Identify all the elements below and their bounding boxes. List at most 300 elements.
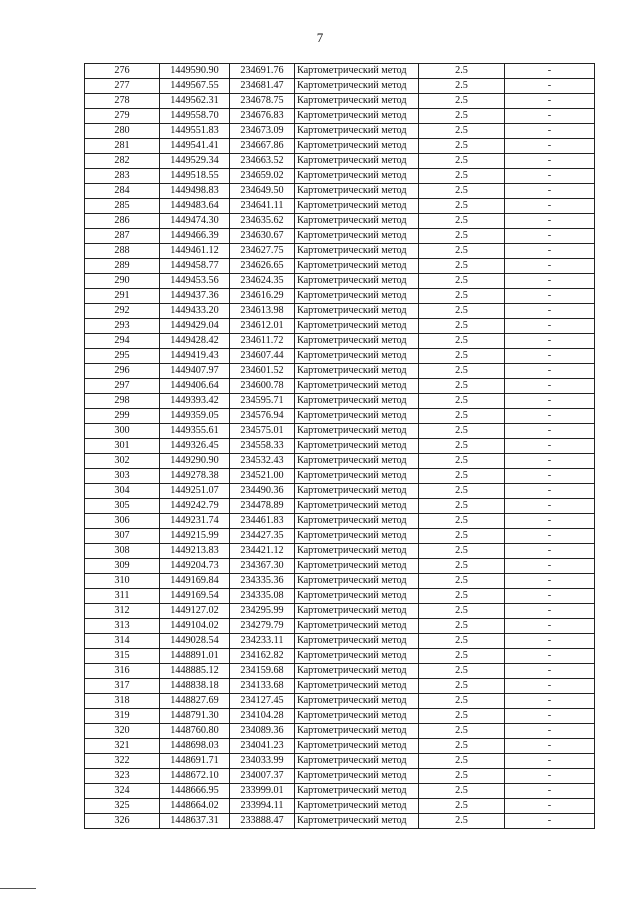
point-number-cell: 281: [85, 139, 160, 154]
x-coordinate-cell: 1449461.12: [160, 244, 230, 259]
y-coordinate-cell: 234601.52: [230, 364, 295, 379]
point-number-cell: 296: [85, 364, 160, 379]
y-coordinate-cell: 234279.79: [230, 619, 295, 634]
y-coordinate-cell: 234162.82: [230, 649, 295, 664]
x-coordinate-cell: 1449529.34: [160, 154, 230, 169]
note-cell: -: [505, 349, 595, 364]
table-row: [85, 394, 595, 409]
note-cell: -: [505, 109, 595, 124]
x-coordinate-cell: 1449407.97: [160, 364, 230, 379]
table-row: [85, 64, 595, 79]
y-coordinate-cell: 234663.52: [230, 154, 295, 169]
x-coordinate-cell: 1449429.04: [160, 319, 230, 334]
y-coordinate-cell: 234233.11: [230, 634, 295, 649]
x-coordinate-cell: 1449541.41: [160, 139, 230, 154]
note-cell: -: [505, 724, 595, 739]
method-cell: Картометрический метод: [295, 169, 419, 184]
table-row: [85, 739, 595, 754]
mean-square-error-cell: 2.5: [419, 514, 505, 529]
point-number-cell: 290: [85, 274, 160, 289]
mean-square-error-cell: 2.5: [419, 154, 505, 169]
point-number-cell: 295: [85, 349, 160, 364]
note-cell: -: [505, 574, 595, 589]
note-cell: -: [505, 754, 595, 769]
y-coordinate-cell: 234532.43: [230, 454, 295, 469]
y-coordinate-cell: 234335.08: [230, 589, 295, 604]
table-row: [85, 409, 595, 424]
note-cell: -: [505, 469, 595, 484]
mean-square-error-cell: 2.5: [419, 724, 505, 739]
mean-square-error-cell: 2.5: [419, 589, 505, 604]
table-row: [85, 259, 595, 274]
method-cell: Картометрический метод: [295, 229, 419, 244]
method-cell: Картометрический метод: [295, 109, 419, 124]
method-cell: Картометрический метод: [295, 724, 419, 739]
method-cell: Картометрический метод: [295, 814, 419, 829]
note-cell: -: [505, 559, 595, 574]
method-cell: Картометрический метод: [295, 544, 419, 559]
note-cell: -: [505, 739, 595, 754]
y-coordinate-cell: 234624.35: [230, 274, 295, 289]
mean-square-error-cell: 2.5: [419, 439, 505, 454]
method-cell: Картометрический метод: [295, 769, 419, 784]
method-cell: Картометрический метод: [295, 424, 419, 439]
point-number-cell: 314: [85, 634, 160, 649]
method-cell: Картометрический метод: [295, 274, 419, 289]
point-number-cell: 321: [85, 739, 160, 754]
y-coordinate-cell: 234667.86: [230, 139, 295, 154]
x-coordinate-cell: 1448672.10: [160, 769, 230, 784]
y-coordinate-cell: 234626.65: [230, 259, 295, 274]
table-row: [85, 709, 595, 724]
note-cell: -: [505, 289, 595, 304]
y-coordinate-cell: 234575.01: [230, 424, 295, 439]
method-cell: Картометрический метод: [295, 289, 419, 304]
method-cell: Картометрический метод: [295, 604, 419, 619]
table-row: [85, 94, 595, 109]
y-coordinate-cell: 234600.78: [230, 379, 295, 394]
table-row: [85, 349, 595, 364]
mean-square-error-cell: 2.5: [419, 109, 505, 124]
y-coordinate-cell: 234521.00: [230, 469, 295, 484]
mean-square-error-cell: 2.5: [419, 469, 505, 484]
method-cell: Картометрический метод: [295, 694, 419, 709]
coordinates-table: [84, 63, 595, 829]
y-coordinate-cell: 234295.99: [230, 604, 295, 619]
method-cell: Картометрический метод: [295, 559, 419, 574]
note-cell: -: [505, 124, 595, 139]
table-row: [85, 439, 595, 454]
point-number-cell: 284: [85, 184, 160, 199]
x-coordinate-cell: 1448664.02: [160, 799, 230, 814]
x-coordinate-cell: 1448760.80: [160, 724, 230, 739]
method-cell: Картометрический метод: [295, 679, 419, 694]
x-coordinate-cell: 1448691.71: [160, 754, 230, 769]
note-cell: -: [505, 394, 595, 409]
x-coordinate-cell: 1449393.42: [160, 394, 230, 409]
table-row: [85, 319, 595, 334]
note-cell: -: [505, 529, 595, 544]
mean-square-error-cell: 2.5: [419, 559, 505, 574]
y-coordinate-cell: 234676.83: [230, 109, 295, 124]
mean-square-error-cell: 2.5: [419, 484, 505, 499]
mean-square-error-cell: 2.5: [419, 79, 505, 94]
point-number-cell: 280: [85, 124, 160, 139]
note-cell: -: [505, 169, 595, 184]
note-cell: -: [505, 694, 595, 709]
mean-square-error-cell: 2.5: [419, 409, 505, 424]
x-coordinate-cell: 1449406.64: [160, 379, 230, 394]
table-row: [85, 679, 595, 694]
point-number-cell: 285: [85, 199, 160, 214]
table-row: [85, 454, 595, 469]
note-cell: -: [505, 514, 595, 529]
x-coordinate-cell: 1449419.43: [160, 349, 230, 364]
method-cell: Картометрический метод: [295, 304, 419, 319]
method-cell: Картометрический метод: [295, 649, 419, 664]
method-cell: Картометрический метод: [295, 529, 419, 544]
table-row: [85, 544, 595, 559]
y-coordinate-cell: 234133.68: [230, 679, 295, 694]
point-number-cell: 283: [85, 169, 160, 184]
point-number-cell: 325: [85, 799, 160, 814]
x-coordinate-cell: 1449437.36: [160, 289, 230, 304]
y-coordinate-cell: 234159.68: [230, 664, 295, 679]
x-coordinate-cell: 1449498.83: [160, 184, 230, 199]
x-coordinate-cell: 1449567.55: [160, 79, 230, 94]
note-cell: -: [505, 184, 595, 199]
method-cell: Картометрический метод: [295, 214, 419, 229]
table-row: [85, 724, 595, 739]
note-cell: -: [505, 409, 595, 424]
x-coordinate-cell: 1449558.70: [160, 109, 230, 124]
table-row: [85, 619, 595, 634]
y-coordinate-cell: 234613.98: [230, 304, 295, 319]
y-coordinate-cell: 234681.47: [230, 79, 295, 94]
method-cell: Картометрический метод: [295, 754, 419, 769]
table-row: [85, 754, 595, 769]
method-cell: Картометрический метод: [295, 394, 419, 409]
note-cell: -: [505, 709, 595, 724]
y-coordinate-cell: 234673.09: [230, 124, 295, 139]
table-row: [85, 379, 595, 394]
table-row: [85, 214, 595, 229]
y-coordinate-cell: 233999.01: [230, 784, 295, 799]
note-cell: -: [505, 634, 595, 649]
point-number-cell: 322: [85, 754, 160, 769]
y-coordinate-cell: 234627.75: [230, 244, 295, 259]
mean-square-error-cell: 2.5: [419, 769, 505, 784]
mean-square-error-cell: 2.5: [419, 64, 505, 79]
point-number-cell: 287: [85, 229, 160, 244]
y-coordinate-cell: 234367.30: [230, 559, 295, 574]
note-cell: -: [505, 769, 595, 784]
point-number-cell: 278: [85, 94, 160, 109]
x-coordinate-cell: 1449458.77: [160, 259, 230, 274]
x-coordinate-cell: 1449231.74: [160, 514, 230, 529]
x-coordinate-cell: 1449169.54: [160, 589, 230, 604]
table-row: [85, 124, 595, 139]
y-coordinate-cell: 234576.94: [230, 409, 295, 424]
method-cell: Картометрический метод: [295, 574, 419, 589]
x-coordinate-cell: 1448891.01: [160, 649, 230, 664]
x-coordinate-cell: 1449453.56: [160, 274, 230, 289]
y-coordinate-cell: 234630.67: [230, 229, 295, 244]
note-cell: -: [505, 229, 595, 244]
table-row: [85, 169, 595, 184]
table-row: [85, 364, 595, 379]
note-cell: -: [505, 154, 595, 169]
note-cell: -: [505, 364, 595, 379]
method-cell: Картометрический метод: [295, 739, 419, 754]
mean-square-error-cell: 2.5: [419, 394, 505, 409]
y-coordinate-cell: 234461.83: [230, 514, 295, 529]
note-cell: -: [505, 799, 595, 814]
mean-square-error-cell: 2.5: [419, 94, 505, 109]
table-row: [85, 244, 595, 259]
x-coordinate-cell: 1449518.55: [160, 169, 230, 184]
y-coordinate-cell: 234678.75: [230, 94, 295, 109]
note-cell: -: [505, 784, 595, 799]
mean-square-error-cell: 2.5: [419, 169, 505, 184]
note-cell: -: [505, 589, 595, 604]
mean-square-error-cell: 2.5: [419, 664, 505, 679]
mean-square-error-cell: 2.5: [419, 709, 505, 724]
note-cell: -: [505, 319, 595, 334]
table-row: [85, 574, 595, 589]
x-coordinate-cell: 1449213.83: [160, 544, 230, 559]
note-cell: -: [505, 64, 595, 79]
point-number-cell: 289: [85, 259, 160, 274]
method-cell: Картометрический метод: [295, 484, 419, 499]
mean-square-error-cell: 2.5: [419, 124, 505, 139]
mean-square-error-cell: 2.5: [419, 634, 505, 649]
x-coordinate-cell: 1449326.45: [160, 439, 230, 454]
method-cell: Картометрический метод: [295, 124, 419, 139]
x-coordinate-cell: 1449215.99: [160, 529, 230, 544]
point-number-cell: 310: [85, 574, 160, 589]
page-number: 7: [316, 30, 324, 45]
point-number-cell: 299: [85, 409, 160, 424]
method-cell: Картометрический метод: [295, 184, 419, 199]
table-row: [85, 139, 595, 154]
y-coordinate-cell: 234089.36: [230, 724, 295, 739]
method-cell: Картометрический метод: [295, 589, 419, 604]
point-number-cell: 319: [85, 709, 160, 724]
x-coordinate-cell: 1448791.30: [160, 709, 230, 724]
table-row: [85, 559, 595, 574]
table-row: [85, 469, 595, 484]
note-cell: -: [505, 814, 595, 829]
point-number-cell: 292: [85, 304, 160, 319]
method-cell: Картометрический метод: [295, 784, 419, 799]
note-cell: -: [505, 139, 595, 154]
mean-square-error-cell: 2.5: [419, 544, 505, 559]
mean-square-error-cell: 2.5: [419, 199, 505, 214]
mean-square-error-cell: 2.5: [419, 814, 505, 829]
x-coordinate-cell: 1449278.38: [160, 469, 230, 484]
point-number-cell: 313: [85, 619, 160, 634]
note-cell: -: [505, 334, 595, 349]
mean-square-error-cell: 2.5: [419, 334, 505, 349]
point-number-cell: 303: [85, 469, 160, 484]
note-cell: -: [505, 499, 595, 514]
note-cell: -: [505, 649, 595, 664]
method-cell: Картометрический метод: [295, 244, 419, 259]
note-cell: -: [505, 214, 595, 229]
note-cell: -: [505, 424, 595, 439]
table-row: [85, 289, 595, 304]
x-coordinate-cell: 1449562.31: [160, 94, 230, 109]
point-number-cell: 279: [85, 109, 160, 124]
y-coordinate-cell: 234691.76: [230, 64, 295, 79]
point-number-cell: 297: [85, 379, 160, 394]
point-number-cell: 277: [85, 79, 160, 94]
table-row: [85, 769, 595, 784]
table-row: [85, 79, 595, 94]
point-number-cell: 309: [85, 559, 160, 574]
y-coordinate-cell: 234659.02: [230, 169, 295, 184]
method-cell: Картометрический метод: [295, 514, 419, 529]
point-number-cell: 320: [85, 724, 160, 739]
y-coordinate-cell: 234649.50: [230, 184, 295, 199]
point-number-cell: 315: [85, 649, 160, 664]
point-number-cell: 311: [85, 589, 160, 604]
method-cell: Картометрический метод: [295, 199, 419, 214]
point-number-cell: 298: [85, 394, 160, 409]
method-cell: Картометрический метод: [295, 799, 419, 814]
mean-square-error-cell: 2.5: [419, 274, 505, 289]
table-row: [85, 529, 595, 544]
table-row: [85, 664, 595, 679]
mean-square-error-cell: 2.5: [419, 754, 505, 769]
y-coordinate-cell: 234595.71: [230, 394, 295, 409]
point-number-cell: 282: [85, 154, 160, 169]
note-cell: -: [505, 604, 595, 619]
table-row: [85, 514, 595, 529]
x-coordinate-cell: 1448838.18: [160, 679, 230, 694]
method-cell: Картометрический метод: [295, 454, 419, 469]
point-number-cell: 276: [85, 64, 160, 79]
y-coordinate-cell: 234558.33: [230, 439, 295, 454]
y-coordinate-cell: 234607.44: [230, 349, 295, 364]
point-number-cell: 326: [85, 814, 160, 829]
x-coordinate-cell: 1449242.79: [160, 499, 230, 514]
mean-square-error-cell: 2.5: [419, 784, 505, 799]
table-row: [85, 634, 595, 649]
y-coordinate-cell: 234033.99: [230, 754, 295, 769]
mean-square-error-cell: 2.5: [419, 364, 505, 379]
mean-square-error-cell: 2.5: [419, 499, 505, 514]
point-number-cell: 288: [85, 244, 160, 259]
note-cell: -: [505, 304, 595, 319]
point-number-cell: 318: [85, 694, 160, 709]
table-row: [85, 694, 595, 709]
method-cell: Картометрический метод: [295, 709, 419, 724]
y-coordinate-cell: 234641.11: [230, 199, 295, 214]
x-coordinate-cell: 1448666.95: [160, 784, 230, 799]
y-coordinate-cell: 234635.62: [230, 214, 295, 229]
point-number-cell: 302: [85, 454, 160, 469]
mean-square-error-cell: 2.5: [419, 799, 505, 814]
x-coordinate-cell: 1449483.64: [160, 199, 230, 214]
note-cell: -: [505, 454, 595, 469]
mean-square-error-cell: 2.5: [419, 739, 505, 754]
table-row: [85, 589, 595, 604]
x-coordinate-cell: 1449204.73: [160, 559, 230, 574]
x-coordinate-cell: 1449169.84: [160, 574, 230, 589]
method-cell: Картометрический метод: [295, 64, 419, 79]
table-body: [85, 64, 595, 829]
x-coordinate-cell: 1449028.54: [160, 634, 230, 649]
mean-square-error-cell: 2.5: [419, 304, 505, 319]
note-cell: -: [505, 379, 595, 394]
x-coordinate-cell: 1449127.02: [160, 604, 230, 619]
note-cell: -: [505, 544, 595, 559]
method-cell: Картометрический метод: [295, 469, 419, 484]
mean-square-error-cell: 2.5: [419, 619, 505, 634]
x-coordinate-cell: 1449359.05: [160, 409, 230, 424]
point-number-cell: 301: [85, 439, 160, 454]
y-coordinate-cell: 234478.89: [230, 499, 295, 514]
mean-square-error-cell: 2.5: [419, 379, 505, 394]
method-cell: Картометрический метод: [295, 94, 419, 109]
x-coordinate-cell: 1449104.02: [160, 619, 230, 634]
point-number-cell: 293: [85, 319, 160, 334]
table-row: [85, 814, 595, 829]
x-coordinate-cell: 1449355.61: [160, 424, 230, 439]
y-coordinate-cell: 234490.36: [230, 484, 295, 499]
point-number-cell: 306: [85, 514, 160, 529]
note-cell: -: [505, 439, 595, 454]
y-coordinate-cell: 234104.28: [230, 709, 295, 724]
x-coordinate-cell: 1449474.30: [160, 214, 230, 229]
note-cell: -: [505, 664, 595, 679]
table-row: [85, 784, 595, 799]
x-coordinate-cell: 1448637.31: [160, 814, 230, 829]
method-cell: Картометрический метод: [295, 349, 419, 364]
y-coordinate-cell: 234611.72: [230, 334, 295, 349]
method-cell: Картометрический метод: [295, 664, 419, 679]
method-cell: Картометрический метод: [295, 259, 419, 274]
y-coordinate-cell: 234616.29: [230, 289, 295, 304]
x-coordinate-cell: 1449551.83: [160, 124, 230, 139]
x-coordinate-cell: 1449433.20: [160, 304, 230, 319]
method-cell: Картометрический метод: [295, 319, 419, 334]
table-row: [85, 334, 595, 349]
note-cell: -: [505, 259, 595, 274]
method-cell: Картометрический метод: [295, 439, 419, 454]
y-coordinate-cell: 234007.37: [230, 769, 295, 784]
table-row: [85, 229, 595, 244]
point-number-cell: 304: [85, 484, 160, 499]
mean-square-error-cell: 2.5: [419, 214, 505, 229]
x-coordinate-cell: 1448827.69: [160, 694, 230, 709]
method-cell: Картометрический метод: [295, 634, 419, 649]
mean-square-error-cell: 2.5: [419, 604, 505, 619]
method-cell: Картометрический метод: [295, 619, 419, 634]
point-number-cell: 324: [85, 784, 160, 799]
method-cell: Картометрический метод: [295, 499, 419, 514]
mean-square-error-cell: 2.5: [419, 319, 505, 334]
y-coordinate-cell: 234427.35: [230, 529, 295, 544]
scan-margin-line: [0, 888, 36, 889]
x-coordinate-cell: 1449251.07: [160, 484, 230, 499]
point-number-cell: 308: [85, 544, 160, 559]
point-number-cell: 312: [85, 604, 160, 619]
mean-square-error-cell: 2.5: [419, 229, 505, 244]
method-cell: Картометрический метод: [295, 139, 419, 154]
